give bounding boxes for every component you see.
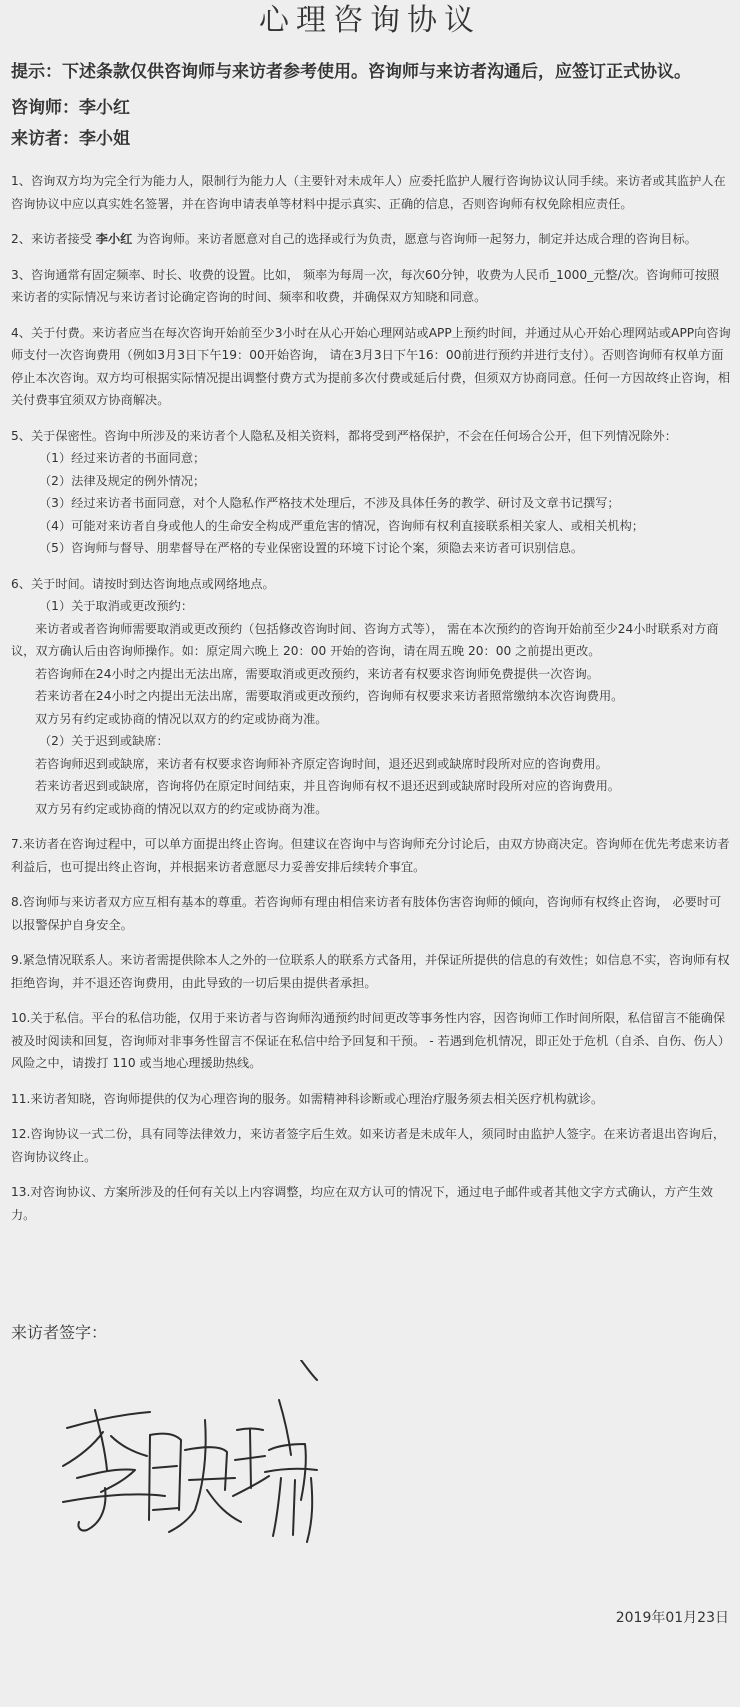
clause-2-counselor-name: 李小红 — [95, 232, 133, 246]
clause-8: 8.咨询师与来访者双方应互相有基本的尊重。若咨询师有理由相信来访者有肢体伤害咨询师的倾向，咨询师有权终止咨询， 必要时可以报警保护自身安全。 — [11, 895, 722, 932]
clause-10: 10.关于私信。平台的私信功能，仅用于来访者与咨询师沟通预约时间更改等事务性内容，因咨询师工作时间所限，私信留言不能确保被及时阅读和回复，咨询师对非事务性留言不保证在私信中给予回复和干预。 - 若遇到危机情况，即正处于危机（自杀、自伤、伤人）风险之中，请拨打 110 或当地心理援助热线。 — [11, 1011, 731, 1070]
clause-6-sub-2-a: 若咨询师迟到或缺席，来访者有权要求咨询师补齐原定咨询时间，退还迟到或缺席时段所对应的咨询费用。 — [35, 756, 608, 771]
agreement-clauses — [11, 170, 731, 1239]
notice-text: 提示：下述条款仅供咨询师与来访者参考使用。咨询师与来访者沟通后，应签订正式协议。 — [11, 62, 691, 82]
clause-5-intro: 5、关于保密性。咨询中所涉及的来访者个人隐私及相关资料，都将受到严格保护，不会在任何场合公开，但下列情况除外： — [11, 428, 677, 443]
clause-5-item-4: （4）可能对来访者自身或他人的生命安全构成严重危害的情况，咨询师有权利直接联系相关家人、或相关机构； — [39, 518, 644, 533]
clause-12: 12.咨询协议一式二份，具有同等法律效力，来访者签字后生效。如来访者是未成年人，须同时由监护人签字。在来访者退出咨询后，咨询协议终止。 — [11, 1127, 726, 1164]
clause-6-sub-1: （1）关于取消或更改预约： — [39, 599, 194, 613]
clause-2-post: 为咨询师。来访者愿意对自己的选择或行为负责，愿意与咨询师一起努力，制定并达成合理的咨询目标。 — [132, 232, 697, 246]
clause-6-sub-1-d: 双方另有约定或协商的情况以双方的约定或协商为准。 — [35, 711, 328, 726]
clause-5-item-2: （2）法律及规定的例外情况； — [39, 473, 206, 488]
clause-6-sub-2-b: 若来访者迟到或缺席，咨询将仍在原定时间结束，并且咨询师有权不退还迟到或缺席时段所对应的咨询费用。 — [35, 779, 620, 793]
clause-6-sub-2: （2）关于迟到或缺席： — [39, 734, 169, 748]
counselor-line: 咨询师：李小红 — [11, 98, 130, 118]
clause-6-intro: 6、关于时间。请按时到达咨询地点或网络地点。 — [11, 576, 275, 591]
clause-2-pre: 2、来访者接受 — [11, 232, 96, 246]
clause-1: 1、咨询双方均为完全行为能力人，限制行为能力人（主要针对未成年人）应委托监护人履行咨询协议认同手续。来访者或其监护人在咨询协议中应以真实姓名签署，并在咨询申请表单等材料中提示真实、正确的信息，否则咨询师有权免除相应责任。 — [11, 174, 726, 211]
clause-13: 13.对咨询协议、方案所涉及的任何有关以上内容调整，均应在双方认可的情况下，通过电子邮件或者其他文字方式确认，方产生效力。 — [11, 1185, 713, 1222]
clause-5-item-1: （1）经过来访者的书面同意； — [39, 451, 206, 465]
clause-9: 9.紧急情况联系人。来访者需提供除本人之外的一位联系人的联系方式备用，并保证所提供的信息的有效性；如信息不实，咨询师有权拒绝咨询，并不退还咨询费用，由此导致的一切后果由提供者承担。 — [11, 953, 730, 990]
clause-2 — [11, 228, 731, 251]
clause-6 — [11, 573, 731, 821]
client-line: 来访者：李小姐 — [11, 129, 130, 149]
handwritten-signature — [55, 1360, 325, 1560]
page-title: 心理咨询协议 — [259, 3, 481, 38]
clause-4: 4、关于付费。来访者应当在每次咨询开始前至少3小时在从心开始心理网站或APP上预约时间，并通过从心开始心理网站或APP向咨询师支付一次咨询费用（例如3月3日下午19：00开始咨询， 请在3月3日下午16：00前进行预约并进行支付）。否则咨询师有权单方面停止本次咨询。双方均可根据实际情况提出调整付费方式为提前多次付费或延后付费，但须双方协商同意。任何一方因故终止咨询，相关付费事宜须双方协商解决。 — [11, 325, 731, 407]
signature-label: 来访者签字： — [11, 1323, 108, 1342]
clause-7: 7.来访者在咨询过程中，可以单方面提出终止咨询。但建议在咨询中与咨询师充分讨论后，由双方协商决定。咨询师在优先考虑来访者利益后，也可提出终止咨询，并根据来访者意愿尽力妥善安排后续转介事宜。 — [11, 837, 730, 874]
clause-6-sub-2-c: 双方另有约定或协商的情况以双方的约定或协商为准。 — [35, 801, 328, 816]
signing-date: 2019年01月23日 — [615, 1610, 729, 1626]
clause-5-item-3: （3）经过来访者书面同意，对个人隐私作严格技术处理后，不涉及具体任务的教学、研讨及文章书记撰写； — [39, 496, 620, 510]
clause-5-item-5: （5）咨询师与督导、朋辈督导在严格的专业保密设置的环境下讨论个案，须隐去来访者可识别信息。 — [39, 541, 584, 555]
clause-6-sub-1-c: 若来访者在24小时之内提出无法出席，需要取消或更改预约，咨询师有权要求来访者照常缴纳本次咨询费用。 — [35, 689, 624, 703]
clause-5 — [11, 425, 731, 560]
clause-6-sub-1-b: 若咨询师在24小时之内提出无法出席，需要取消或更改预约，来访者有权要求咨询师免费提供一次咨询。 — [35, 666, 599, 681]
clause-6-sub-1-a: 来访者或者咨询师需要取消或更改预约（包括修改咨询时间、咨询方式等）， 需在本次预约的咨询开始前至少24小时联系对方商议，双方确认后由咨询师操作。如：原定周六晚上 20：00 开始的咨询，请在周五晚 20：00 之前提出更改。 — [11, 621, 719, 658]
clause-3: 3、咨询通常有固定频率、时长、收费的设置。比如， 频率为每周一次，每次60分钟，收费为人民币_1000_元整/次。咨询师可按照来访者的实际情况与来访者讨论确定咨询的时间、频率和收费，并确保双方知晓和同意。 — [11, 267, 720, 304]
clause-11: 11.来访者知晓，咨询师提供的仅为心理咨询的服务。如需精神科诊断或心理治疗服务须去相关医疗机构就诊。 — [11, 1091, 604, 1106]
